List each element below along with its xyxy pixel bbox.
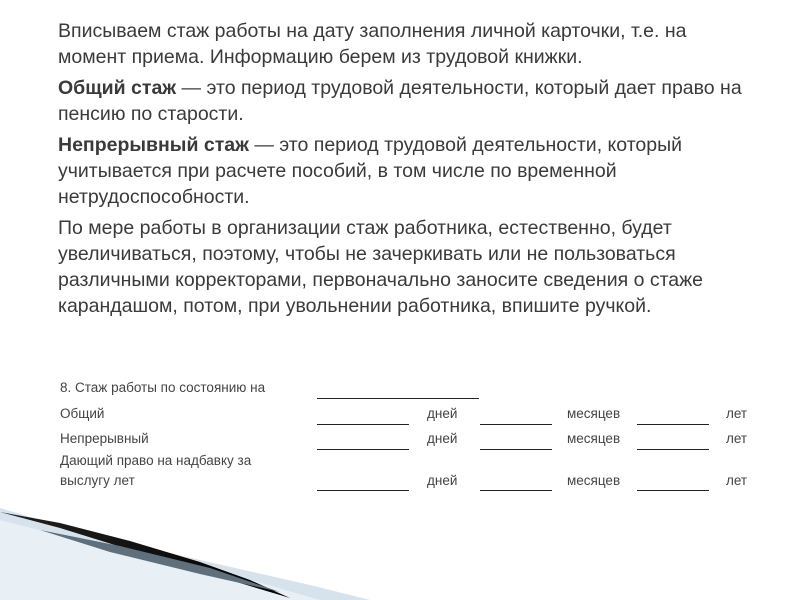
years-field-line[interactable] (637, 424, 709, 425)
years-unit: лет (726, 406, 748, 421)
months-unit: месяцев (567, 431, 621, 446)
paragraph-text: — это период трудовой деятельности, который дает право на пенсию по старости. (58, 77, 742, 125)
days-field-line[interactable] (317, 449, 409, 450)
text-content (58, 18, 758, 319)
days-unit: дней (427, 431, 458, 446)
row-label-bonus-line2: выслугу лет (60, 473, 135, 488)
months-field-line[interactable] (480, 424, 552, 425)
months-unit: месяцев (567, 406, 621, 421)
row-label-bonus-line1: Дающий право на надбавку за (60, 453, 252, 468)
paragraph-text: Вписываем стаж работы на дату заполнения личной карточки, т.е. на момент приема. Информацию берем из трудовой книжки. (58, 20, 687, 68)
paragraph-general-experience (58, 75, 758, 127)
swoosh-pale-band (0, 520, 320, 600)
years-field-line[interactable] (637, 449, 709, 450)
days-unit: дней (427, 473, 458, 488)
years-unit: лет (726, 473, 748, 488)
swoosh-light-band (0, 508, 370, 600)
swoosh-gray-stroke (40, 530, 280, 592)
paragraph-text: — это период трудовой деятельности, который учитывается при расчете пособий, в том числе по временной нетрудоспособности. (58, 134, 683, 208)
years-unit: лет (726, 431, 748, 446)
row-label-continuous: Непрерывный (60, 431, 149, 446)
days-field-line[interactable] (317, 424, 409, 425)
days-unit: дней (427, 406, 458, 421)
experience-form (60, 376, 760, 496)
years-field-line[interactable] (637, 490, 709, 491)
paragraph-text: По мере работы в организации стаж работника, естественно, будет увеличиваться, поэтому, чтобы не зачеркивать или не пользоваться различными корректорами, первоначально заносите сведения о стаже карандашом, потом, при увольнении работника, впишите ручкой. (58, 217, 704, 317)
term-general-experience: Общий стаж (58, 77, 177, 99)
form-heading: 8. Стаж работы по состоянию на (60, 380, 266, 395)
paragraph-intro (58, 18, 758, 70)
swoosh-dark-stroke (0, 512, 290, 598)
term-continuous-experience: Непрерывный стаж (58, 134, 249, 156)
paragraph-continuous-experience (58, 132, 758, 210)
months-unit: месяцев (567, 473, 621, 488)
date-field-line[interactable] (317, 398, 479, 399)
months-field-line[interactable] (480, 449, 552, 450)
days-field-line[interactable] (317, 490, 409, 491)
row-label-general: Общий (60, 406, 105, 421)
paragraph-pencil-advice (58, 215, 758, 319)
months-field-line[interactable] (480, 490, 552, 491)
